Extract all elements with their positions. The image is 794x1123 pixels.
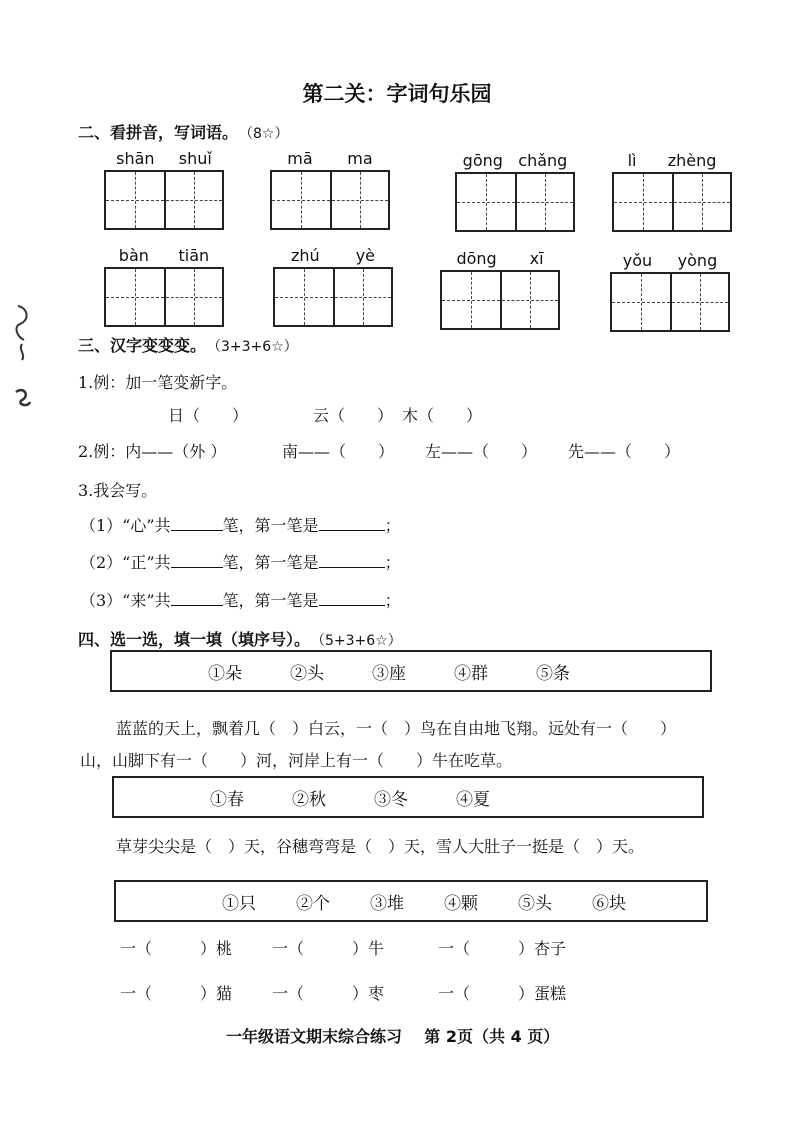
q3-line-1: （1）“心”共 笔，第一笔是 ； [80,516,401,535]
answer-blank[interactable] [319,552,385,568]
answer-blank[interactable] [319,515,385,531]
option: ①朵 [208,663,242,684]
page-title: 第二关：字词句乐园 [302,82,492,106]
pinyin-syllable: dōng [456,249,497,268]
q3-line-3: （3）“来”共 笔，第一笔是 ； [80,591,401,610]
pinyin-syllable: xī [529,249,544,268]
pinyin-group-2 [270,148,390,230]
pinyin-syllable: zhú [291,246,320,265]
answer-blank[interactable] [171,590,223,606]
q1-item: 日（ ） [168,406,249,425]
option-box-2 [112,776,704,818]
writing-grid[interactable] [612,172,732,232]
answer-blank[interactable] [171,515,223,531]
section4-heading [78,627,402,650]
option: ④群 [454,663,488,684]
pinyin-syllable: tiān [178,246,210,265]
section3-score: （3+3+6☆） [214,339,298,355]
paragraph-1-line-1: 蓝蓝的天上，飘着几（ ）白云，一（ ）鸟在自由地飞翔。远处有一（ ） [116,719,677,738]
fill-item: 一（ ）枣 [272,984,385,1003]
section2-heading [78,120,288,143]
section2-heading-text: 二、看拼音，写词语。 [78,123,239,142]
answer-blank[interactable] [319,590,385,606]
margin-scribble-icon [10,300,36,410]
q2-label: 2.例：内——（外 ） [78,442,227,461]
answer-blank[interactable] [171,552,223,568]
option: ④夏 [456,789,490,810]
option: ②头 [290,663,324,684]
pinyin-syllable: chǎng [518,151,568,170]
writing-grid[interactable] [273,267,393,327]
option: ①只 [222,893,256,914]
option: ③座 [372,663,406,684]
pinyin-syllable: shuǐ [178,149,212,168]
q1-label: 1.例：加一笔变新字。 [78,373,238,392]
fill-item: 一（ ）蛋糕 [438,984,567,1003]
option: ③冬 [374,789,408,810]
option: ⑤条 [536,663,570,684]
pinyin-group-7 [440,248,560,330]
option: ⑤头 [518,893,552,914]
pinyin-syllable: mā [287,149,313,168]
fill-item: 一（ ）桃 [120,939,233,958]
fill-item: 一（ ）猫 [120,984,233,1003]
q3-label: 3.我会写。 [78,481,158,500]
pinyin-group-3 [455,150,575,232]
pinyin-group-6 [273,245,393,327]
q3-line-2: （2）“正”共 笔，第一笔是 ； [80,553,401,572]
paragraph-2: 草芽尖尖是（ ）天，谷穗弯弯是（ ）天，雪人大肚子一挺是（ ）天。 [116,837,645,856]
option: ①春 [210,789,244,810]
section4-heading-text: 四、选一选，填一填（填序号）。 [78,630,311,649]
section4-score: （5+3+6☆） [318,633,402,649]
writing-grid[interactable] [610,272,730,332]
section3-heading [78,333,298,356]
option-box-3 [114,880,708,922]
section2-score: （8☆） [246,126,289,142]
option: ⑥块 [592,893,626,914]
pinyin-syllable: shān [116,149,155,168]
option: ②秋 [292,789,326,810]
writing-grid[interactable] [455,172,575,232]
writing-grid[interactable] [270,170,390,230]
paragraph-1-line-2: 山，山脚下有一（ ）河，河岸上有一（ ）牛在吃草。 [80,751,513,770]
margin-scribble [10,300,36,414]
option: ②个 [296,893,330,914]
option-box-1 [110,650,712,692]
writing-grid[interactable] [104,267,224,327]
q1-item: 木（ ） [402,406,483,425]
q2-item: 左——（ ） [425,442,538,461]
option: ③堆 [370,893,404,914]
pinyin-syllable: lì [627,151,637,170]
page-number: 第 2页（共 4 页） [424,1027,560,1046]
writing-grid[interactable] [104,170,224,230]
pinyin-syllable: zhèng [667,151,717,170]
pinyin-syllable: gōng [462,151,503,170]
pinyin-syllable: yòng [677,251,718,270]
fill-item: 一（ ）杏子 [438,939,567,958]
pinyin-group-4 [612,150,732,232]
q1-item: 云（ ） [313,406,394,425]
fill-item: 一（ ）牛 [272,939,385,958]
pinyin-syllable: yǒu [622,251,653,270]
pinyin-group-8 [610,250,730,332]
writing-grid[interactable] [440,270,560,330]
pinyin-group-1 [104,148,224,230]
pinyin-group-5 [104,245,224,327]
page-footer [226,1024,559,1047]
q2-item: 南——（ ） [282,442,395,461]
option: ④颗 [444,893,478,914]
footer-title: 一年级语文期末综合练习 [226,1027,403,1046]
q2-item: 先——（ ） [568,442,681,461]
pinyin-syllable: ma [347,149,373,168]
section3-heading-text: 三、汉字变变变。 [78,336,207,355]
pinyin-syllable: bàn [118,246,149,265]
pinyin-syllable: yè [355,246,375,265]
